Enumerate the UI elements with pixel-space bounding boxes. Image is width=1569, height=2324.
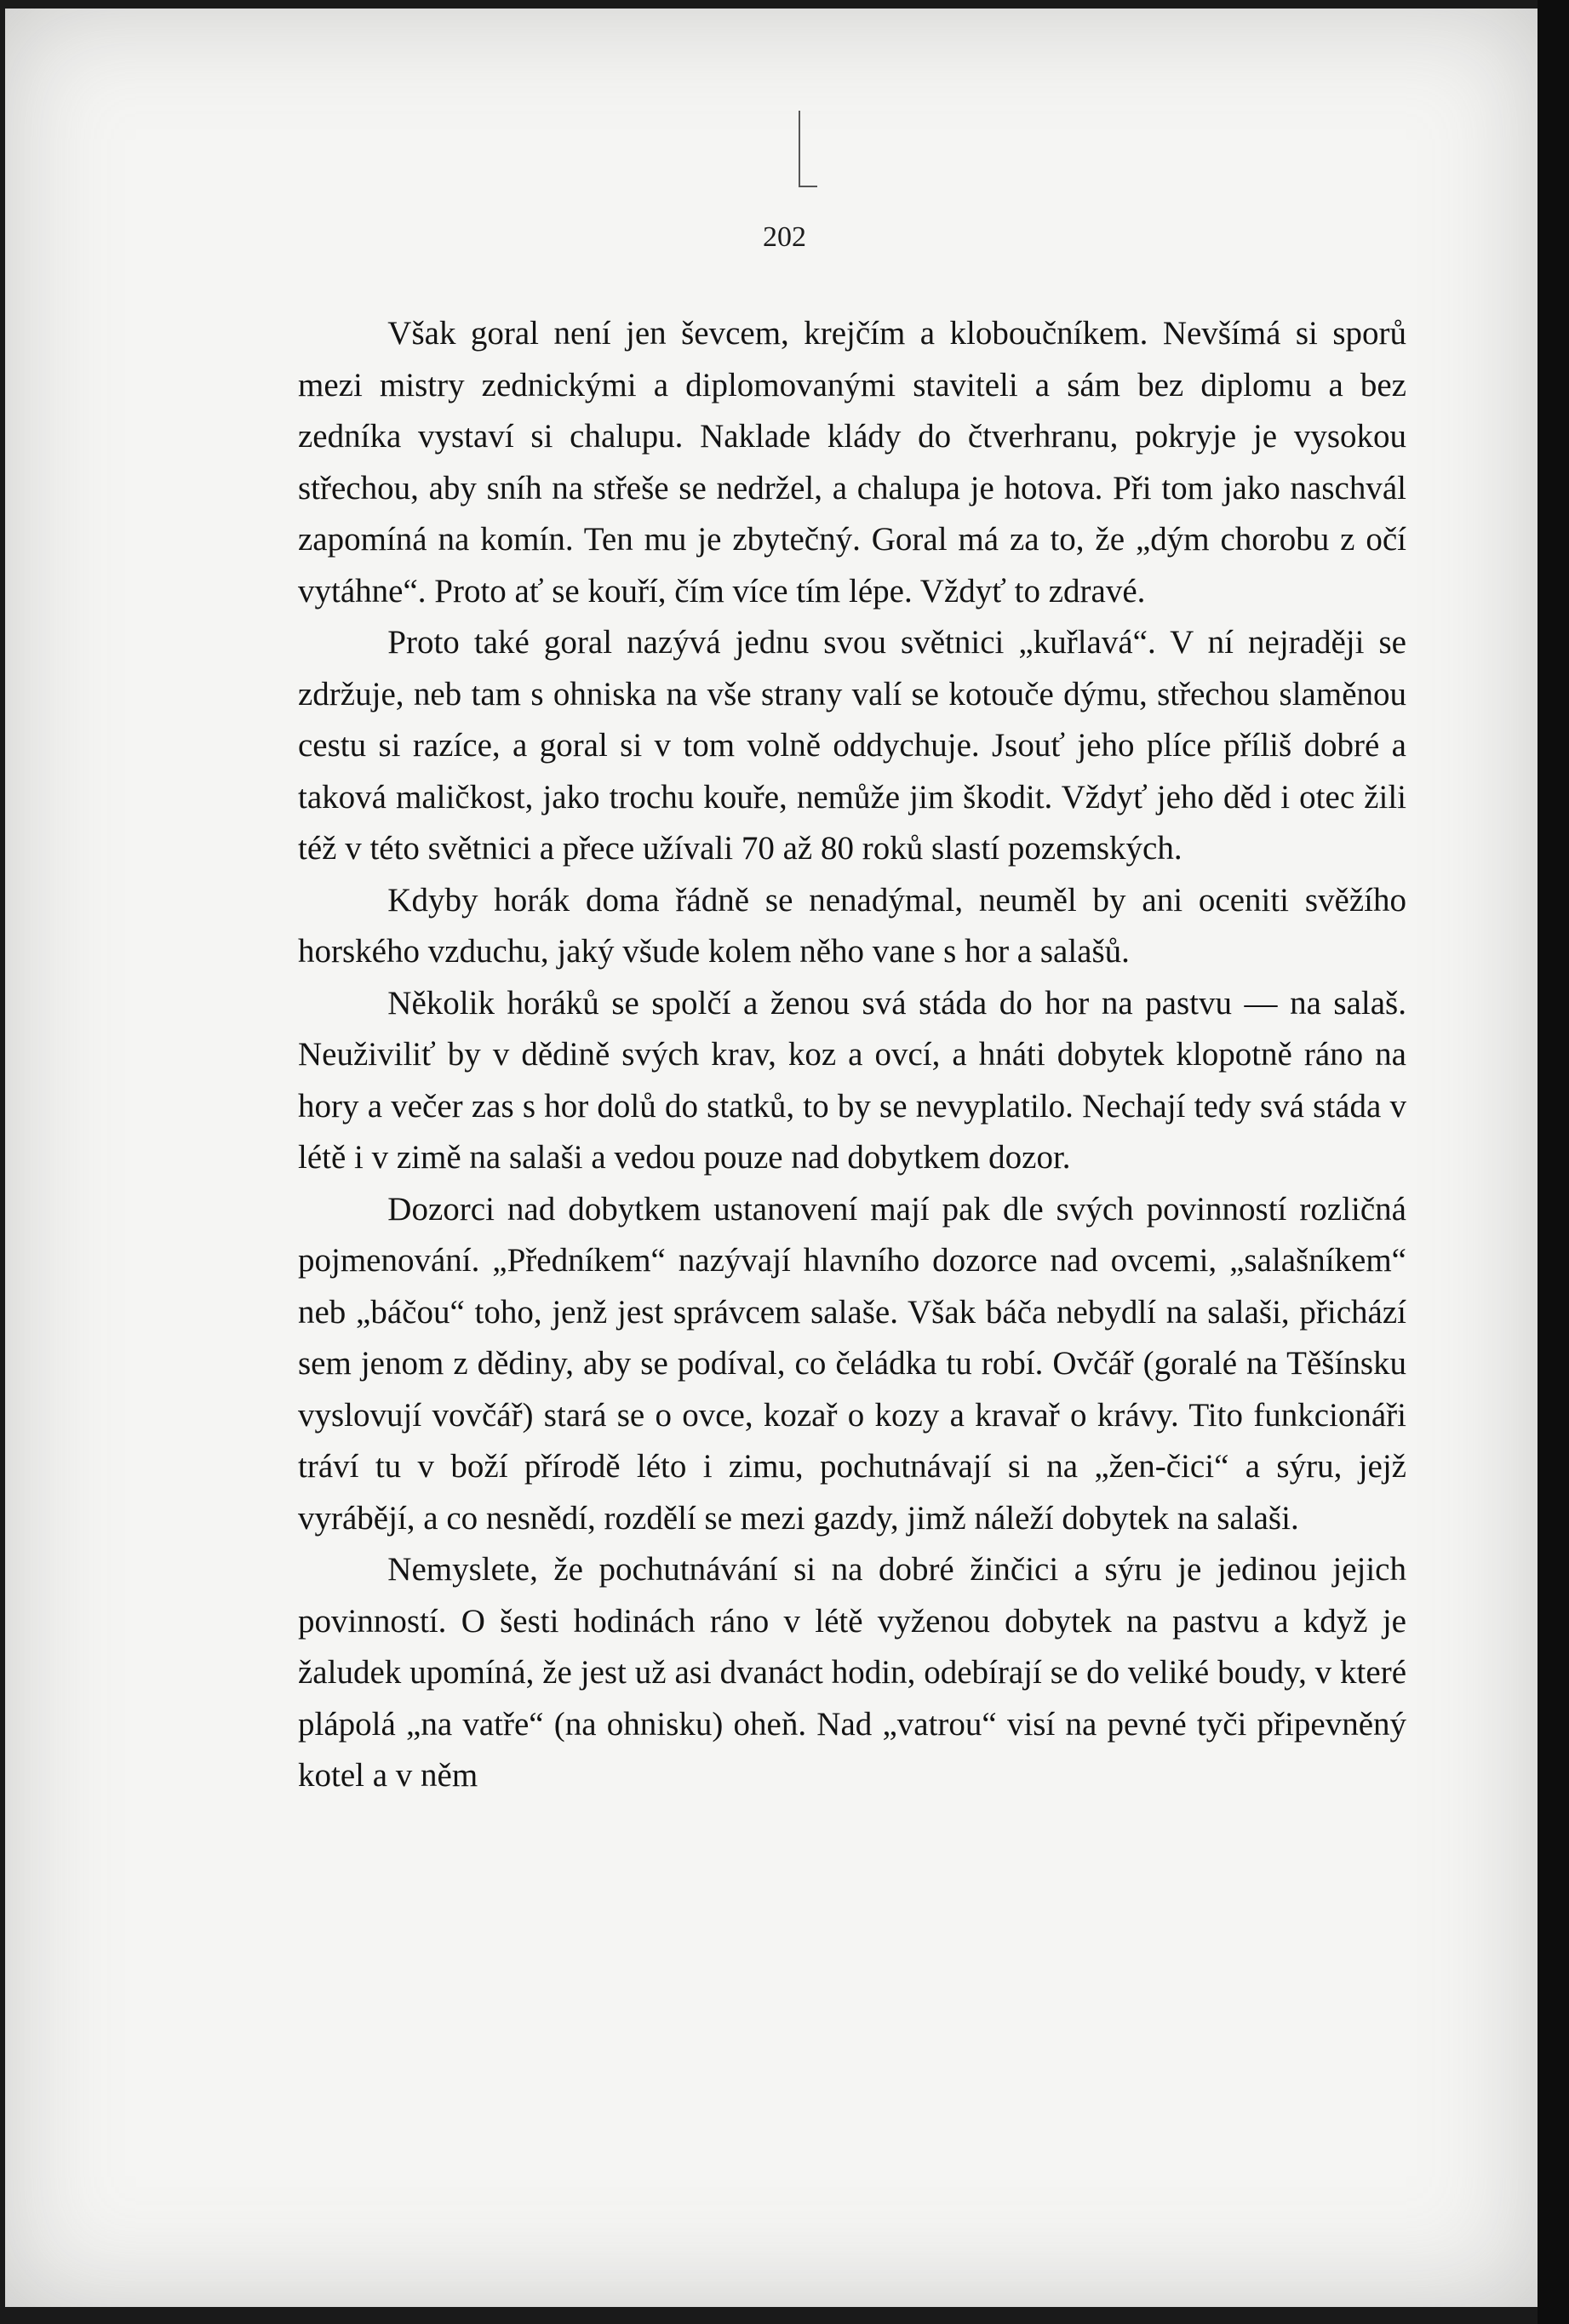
crop-mark (799, 186, 817, 187)
crop-mark (799, 111, 800, 187)
body-text (298, 308, 1406, 1802)
paragraph: Dozorci nad dobytkem ustanovení mají pak dle svých povinností rozličná pojmenování. „Předníkem“ nazývají hlavního dozorce nad ovcemi, „salašníkem“ neb „báčou“ toho, jenž jest správcem salaše. Však báča nebydlí na salaši, přichází sem jenom z dědiny, aby se podíval, co čeládka tu robí. Ovčář (goralé na Těšínsku vyslovují vovčář) stará se o ovce, kozař o kozy a kravař o krávy. Tito funkcionáři tráví tu v boží přírodě léto i zimu, pochutnávají si na „žen-čici“ a sýru, jejž vyrábějí, a co nesnědí, rozdělí se mezi gazdy, jimž náleží dobytek na salaši. (298, 1190, 1406, 1537)
paragraph: Proto také goral nazývá jednu svou světnici „kuřlavá“. V ní nejraději se zdržuje, neb tam s ohniska na vše strany valí se kotouče dýmu, střechou slaměnou cestu si razíce, a goral si v tom volně oddychuje. Jsouť jeho plíce příliš dobré a taková maličkost, jako trochu kouře, nemůže jim škodit. Vždyť jeho děd i otec žili též v této světnici a přece užívali 70 až 80 roků slastí pozemských. (298, 624, 1406, 867)
scan-border (1538, 0, 1569, 2324)
page-number: 202 (763, 221, 806, 253)
paragraph: Kdyby horák doma řádně se nenadýmal, neuměl by ani oceniti svěžího horského vzduchu, jaký všude kolem něho vane s hor a salašů. (298, 881, 1406, 970)
paragraph: Však goral není jen ševcem, krejčím a kloboučníkem. Nevšímá si sporů mezi mistry zednickými a diplomovanými staviteli a sám bez diplomu a bez zedníka vystaví si chalupu. Naklade klády do čtverhranu, pokryje je vysokou střechou, aby sníh na střeše se nedržel, a chalupa je hotova. Při tom jako naschvál zapomíná na komín. Ten mu je zbytečný. Goral má za to, že „dým chorobu z očí vytáhne“. Proto ať se kouří, čím více tím lépe. Vždyť to zdravé. (298, 315, 1406, 610)
paragraph: Několik horáků se spolčí a ženou svá stáda do hor na pastvu — na salaš. Neuživiliť by v dědině svých krav, koz a ovcí, a hnáti dobytek klopotně ráno na hory a večer zas s hor dolů do statků, to by se nevyplatilo. Nechají tedy svá stáda v létě i v zimě na salaši a vedou pouze nad dobytkem dozor. (298, 984, 1406, 1176)
paragraph: Nemyslete, že pochutnávání si na dobré žinčici a sýru je jedinou jejich povinností. O šesti hodinách ráno v létě vyženou dobytek na pastvu a když je žaludek upomíná, že jest už asi dvanáct hodin, odebírají se do veliké boudy, v které plápolá „na vatře“ (na ohnisku) oheň. Nad „vatrou“ visí na pevné tyči připevněný kotel a v něm (298, 1551, 1406, 1794)
